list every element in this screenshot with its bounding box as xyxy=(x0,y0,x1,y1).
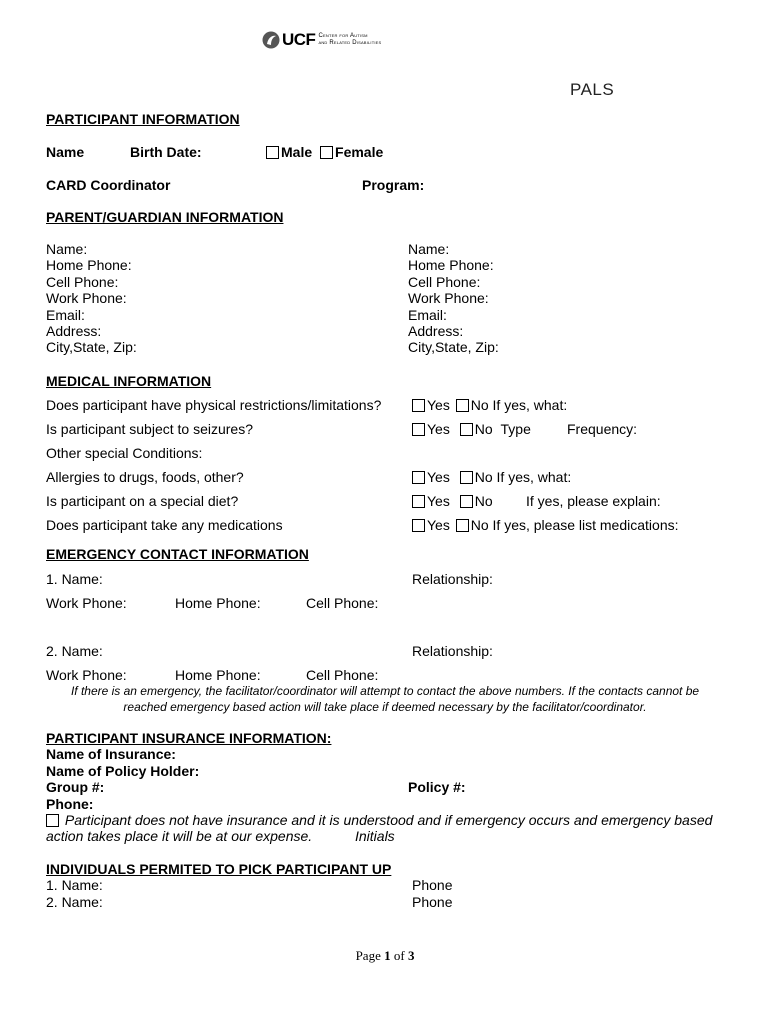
ucf-logo xyxy=(262,30,381,50)
emergency-heading: EMERGENCY CONTACT INFORMATION xyxy=(46,546,309,562)
guardian-1-cell-phone: Cell Phone: xyxy=(46,273,119,290)
q4-yes-checkbox[interactable] xyxy=(412,471,425,484)
q6-yes-label: Yes xyxy=(427,517,450,533)
q2-yes-label: Yes xyxy=(427,421,450,437)
q6-no-label: No If yes, please list medications: xyxy=(470,517,679,533)
contact-2-relationship: Relationship: xyxy=(412,643,493,659)
other-conditions-label: Other special Conditions: xyxy=(46,445,203,461)
contact-1-work-phone: Work Phone: xyxy=(46,595,127,611)
birth-date-label: Birth Date: xyxy=(130,144,202,160)
seizures-question: Is participant subject to seizures? xyxy=(46,421,253,437)
q5-yes-label: Yes xyxy=(427,493,450,509)
emergency-note xyxy=(30,683,740,715)
contact-1-name: 1. Name: xyxy=(46,571,103,587)
q2-no-label: No xyxy=(474,421,493,437)
guardian-heading: PARENT/GUARDIAN INFORMATION xyxy=(46,209,284,225)
logo-subtitle: Center for Autism and Related Disabilities xyxy=(318,33,382,46)
guardian-2-cell-phone: Cell Phone: xyxy=(408,273,481,290)
contact-2-home-phone: Home Phone: xyxy=(175,667,261,683)
page-total: 3 xyxy=(407,948,415,963)
q1-no-label: No If yes, what: xyxy=(470,397,568,413)
q4-no-label: No If yes, what: xyxy=(474,469,572,485)
q1-yes-checkbox[interactable] xyxy=(412,399,425,412)
guardian-2-home-phone: Home Phone: xyxy=(408,257,494,274)
contact-2-name: 2. Name: xyxy=(46,643,103,659)
special-diet-question: Is participant on a special diet? xyxy=(46,493,239,509)
contact-2-work-phone: Work Phone: xyxy=(46,667,127,683)
guardian-2-name: Name: xyxy=(408,241,450,257)
seizure-frequency-label: Frequency: xyxy=(567,421,638,437)
medical-heading: MEDICAL INFORMATION xyxy=(46,373,212,389)
participant-heading: PARTICIPANT INFORMATION xyxy=(46,111,240,127)
guardian-1-fields xyxy=(46,241,137,356)
logo-text: UCF xyxy=(282,30,316,49)
special-diet-options xyxy=(412,493,493,509)
pickup-2-name: 2. Name: xyxy=(46,894,103,910)
insurance-phone-label: Phone: xyxy=(46,796,94,812)
page-indicator xyxy=(0,948,770,964)
name-label: Name xyxy=(46,144,85,160)
page-word: Page xyxy=(355,948,381,963)
q4-yes-label: Yes xyxy=(427,469,450,485)
initials-label: Initials xyxy=(355,828,395,844)
program-label: Program: xyxy=(362,177,425,193)
physical-restrictions-question: Does participant have physical restrictions/limitations? xyxy=(46,397,382,413)
guardian-2-work-phone: Work Phone: xyxy=(408,290,489,307)
contact-2-cell-phone: Cell Phone: xyxy=(306,667,379,683)
contact-1-relationship: Relationship: xyxy=(412,571,493,587)
emergency-note-line-1: If there is an emergency, the facilitator/coordinator will attempt to contact the above numbers. If the contacts cannot be xyxy=(70,684,700,698)
guardian-2-email: Email: xyxy=(408,306,447,323)
allergies-question: Allergies to drugs, foods, other? xyxy=(46,469,244,485)
allergies-options xyxy=(412,469,571,485)
contact-1-cell-phone: Cell Phone: xyxy=(306,595,379,611)
card-coordinator-label: CARD Coordinator xyxy=(46,177,171,193)
female-checkbox[interactable] xyxy=(320,146,333,159)
guardian-2-city-state-zip: City,State, Zip: xyxy=(408,339,499,356)
medications-options xyxy=(412,517,679,533)
guardian-2-address: Address: xyxy=(408,323,464,340)
contact-1-home-phone: Home Phone: xyxy=(175,595,261,611)
insurance-name-label: Name of Insurance: xyxy=(46,746,176,762)
q5-no-label: No xyxy=(474,493,493,509)
pickup-1-name: 1. Name: xyxy=(46,877,103,893)
policy-number-label: Policy #: xyxy=(408,779,466,795)
pickup-1-phone: Phone xyxy=(412,877,453,893)
seizures-options xyxy=(412,421,531,437)
female-label: Female xyxy=(335,144,384,160)
q2-no-checkbox[interactable] xyxy=(460,423,473,436)
guardian-1-address: Address: xyxy=(46,323,102,340)
guardian-1-city-state-zip: City,State, Zip: xyxy=(46,339,137,356)
male-label: Male xyxy=(281,144,313,160)
emergency-note-line-2: reached emergency based action will take place if deemed necessary by the facilitator/coordinator. xyxy=(123,700,647,714)
no-insurance-checkbox[interactable] xyxy=(46,814,59,827)
q1-no-checkbox[interactable] xyxy=(456,399,469,412)
guardian-1-home-phone: Home Phone: xyxy=(46,257,132,274)
pickup-heading: INDIVIDUALS PERMITED TO PICK PARTICIPANT UP xyxy=(46,861,392,877)
guardian-1-name: Name: xyxy=(46,241,88,257)
medications-question: Does participant take any medications xyxy=(46,517,283,533)
q5-yes-checkbox[interactable] xyxy=(412,495,425,508)
q1-yes-label: Yes xyxy=(427,397,450,413)
male-checkbox[interactable] xyxy=(266,146,279,159)
no-insurance-waiver xyxy=(46,812,712,828)
q6-no-checkbox[interactable] xyxy=(456,519,469,532)
of-word: of xyxy=(393,948,405,963)
insurance-heading: PARTICIPANT INSURANCE INFORMATION: xyxy=(46,730,332,746)
seizure-type-label: Type xyxy=(500,421,531,437)
pals-logo: PALS xyxy=(570,80,615,99)
guardian-1-email: Email: xyxy=(46,306,85,323)
q4-no-checkbox[interactable] xyxy=(460,471,473,484)
pegasus-icon xyxy=(262,30,280,50)
pickup-2-phone: Phone xyxy=(412,894,453,910)
special-diet-explain-label: If yes, please explain: xyxy=(526,493,661,509)
guardian-1-work-phone: Work Phone: xyxy=(46,290,127,307)
page-number: 1 xyxy=(384,948,391,963)
q2-yes-checkbox[interactable] xyxy=(412,423,425,436)
group-number-label: Group #: xyxy=(46,779,105,795)
policy-holder-label: Name of Policy Holder: xyxy=(46,763,200,779)
guardian-2-fields xyxy=(408,241,499,356)
gender-options xyxy=(266,144,383,160)
physical-restrictions-options xyxy=(412,397,567,413)
waiver-line-1: Participant does not have insurance and it is understood and if emergency occurs and emergency based xyxy=(64,812,713,828)
q6-yes-checkbox[interactable] xyxy=(412,519,425,532)
q5-no-checkbox[interactable] xyxy=(460,495,473,508)
waiver-line-2: action takes place it will be at our expense. xyxy=(46,828,313,844)
